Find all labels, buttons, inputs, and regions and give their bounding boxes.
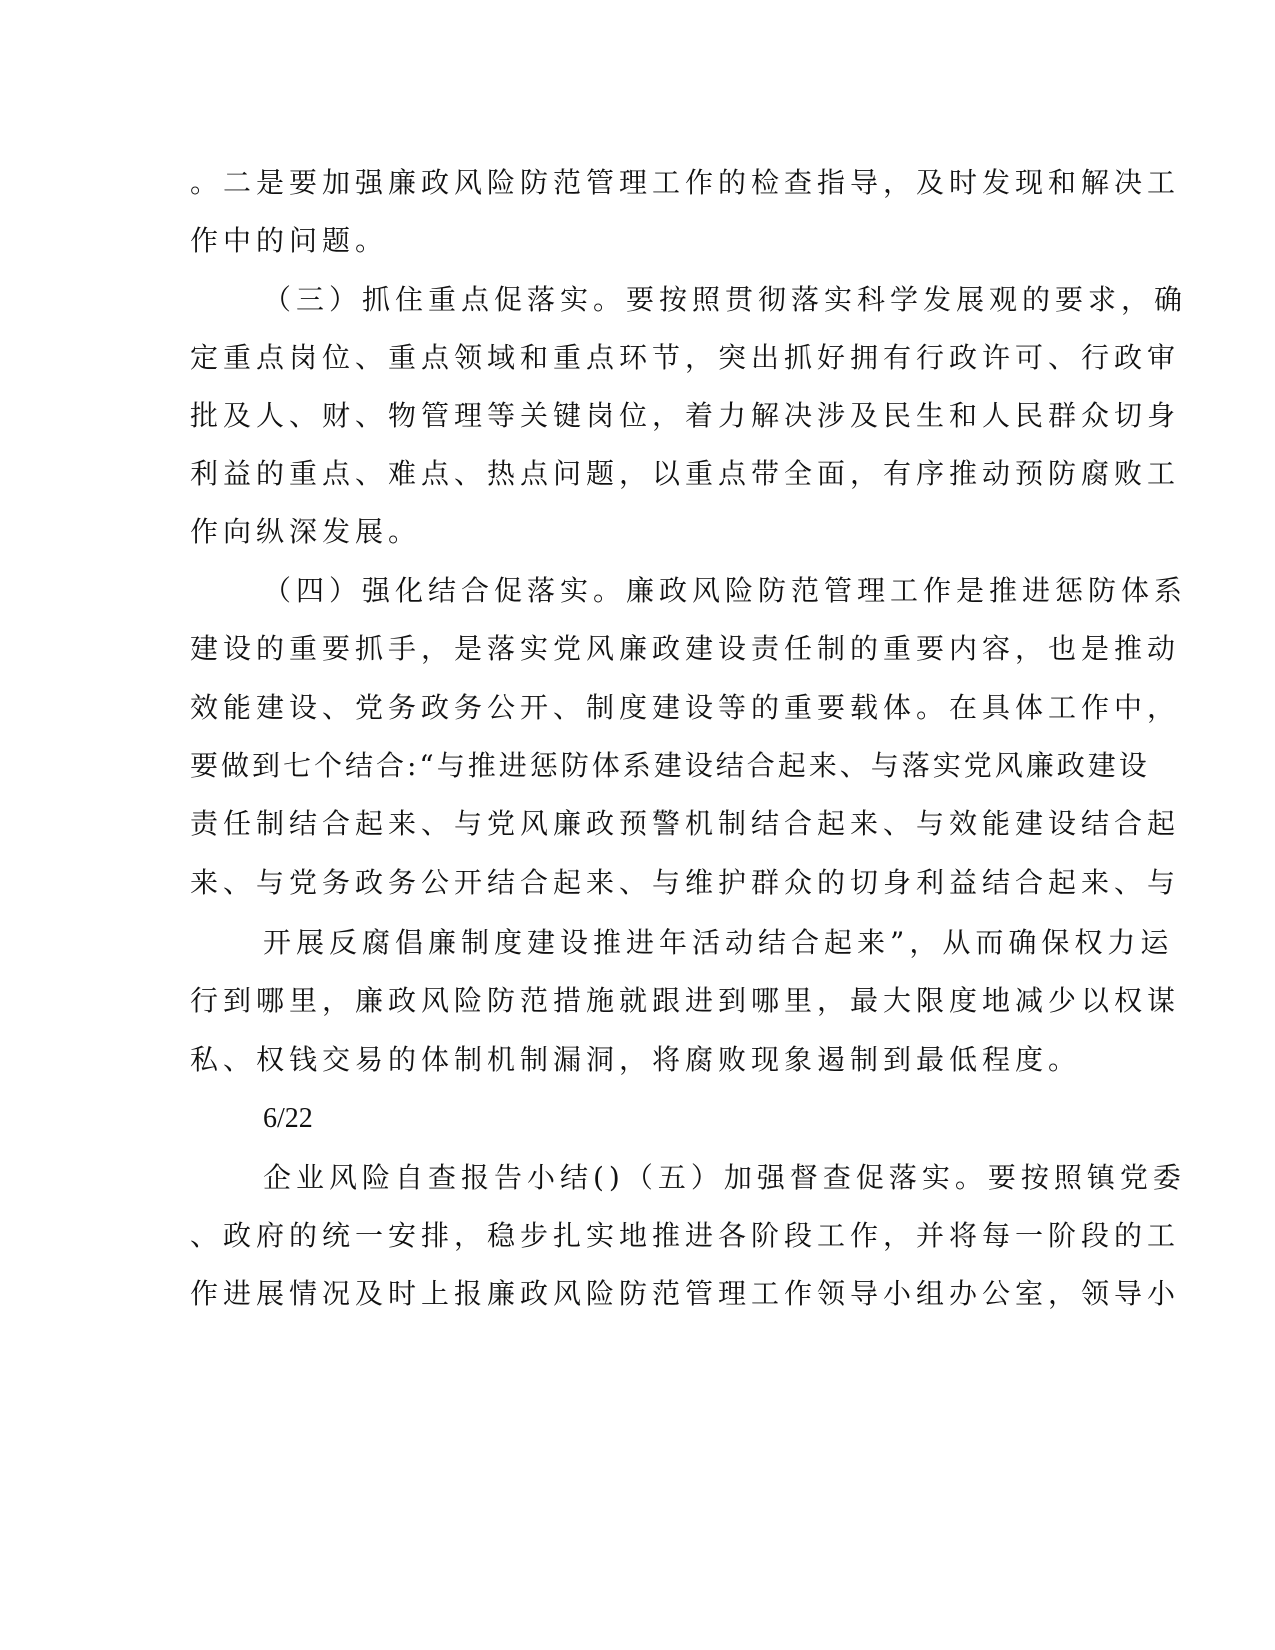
- text-line: 批及人、财、物管理等关键岗位，着力解决涉及民生和人民群众切身: [190, 399, 1181, 432]
- text-line: 行到哪里，廉政风险防范措施就跟进到哪里，最大限度地减少以权谋: [190, 984, 1181, 1017]
- paragraph-heading-line: （四）强化结合促落实。廉政风险防范管理工作是推进惩防体系: [263, 574, 1188, 607]
- text-line: 建设的重要抓手，是落实党风廉政建设责任制的重要内容，也是推动: [190, 632, 1181, 665]
- text-line: 作向纵深发展。: [190, 515, 422, 548]
- paragraph-heading-line: （三）抓住重点促落实。要按照贯彻落实科学发展观的要求，确: [263, 283, 1188, 316]
- text-line: 私、权钱交易的体制机制漏洞，将腐败现象遏制到最低程度。: [190, 1043, 1082, 1076]
- text-line: 开展反腐倡廉制度建设推进年活动结合起来”，从而确保权力运: [263, 926, 1174, 959]
- paragraph-heading-line: 企业风险自查报告小结()（五）加强督查促落实。要按照镇党委: [263, 1161, 1186, 1194]
- text-line: 作进展情况及时上报廉政风险防范管理工作领导小组办公室，领导小: [190, 1277, 1181, 1310]
- text-line: 作中的问题。: [190, 224, 389, 257]
- text-line: 定重点岗位、重点领域和重点环节，突出抓好拥有行政许可、行政审: [190, 341, 1181, 374]
- page-number: 6/22: [263, 1103, 313, 1134]
- text-line: 责任制结合起来、与党风廉政预警机制结合起来、与效能建设结合起: [190, 807, 1181, 840]
- text-line: 、政府的统一安排，稳步扎实地推进各阶段工作，并将每一阶段的工: [190, 1219, 1181, 1252]
- text-line: 利益的重点、难点、热点问题，以重点带全面，有序推动预防腐败工: [190, 457, 1181, 490]
- text-line: 来、与党务政务公开结合起来、与维护群众的切身利益结合起来、与: [190, 866, 1181, 899]
- text-line: 效能建设、党务政务公开、制度建设等的重要载体。在具体工作中，: [190, 691, 1181, 724]
- text-line: 。二是要加强廉政风险防范管理工作的检查指导，及时发现和解决工: [190, 166, 1181, 199]
- text-line: 要做到七个结合:“与推进惩防体系建设结合起来、与落实党风廉政建设: [190, 749, 1150, 782]
